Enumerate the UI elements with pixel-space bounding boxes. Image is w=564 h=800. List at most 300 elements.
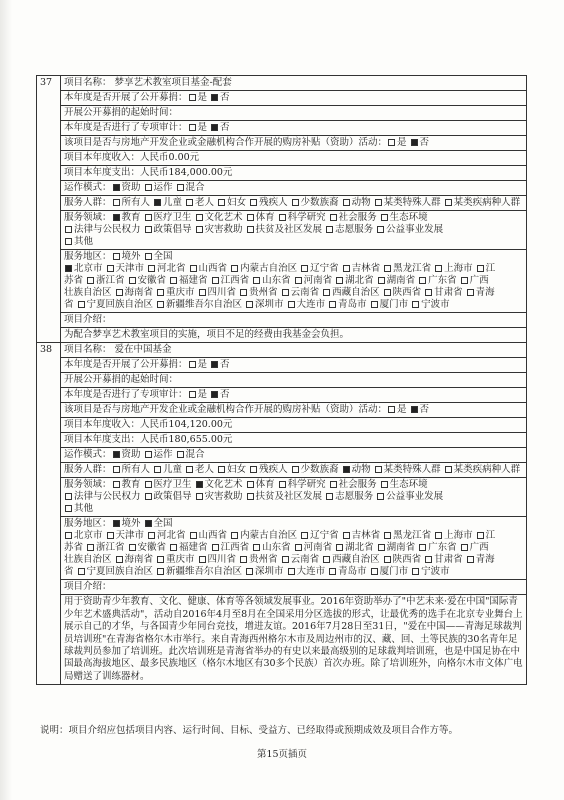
checkbox-icon (323, 289, 330, 296)
checkbox-icon (247, 226, 254, 233)
checkbox-icon (388, 139, 395, 146)
checkbox-icon (190, 532, 197, 539)
table-cell: 该项目是否与房地产开发企业或金融机构合作开展的购房补贴（资助）活动： 是 否 (61, 136, 527, 151)
option-item: 内蒙古自治区 (230, 263, 297, 274)
checkbox-icon (445, 466, 452, 473)
option-item: 深圳市 (245, 299, 284, 310)
checkbox-icon (461, 544, 468, 551)
option-item: 福建省 (169, 275, 208, 286)
checkbox-icon (329, 568, 336, 575)
option-item: 运作 (144, 182, 173, 193)
option-item: 儿童 (153, 197, 182, 208)
option-item: 四川省 (198, 554, 237, 565)
checkbox-icon (177, 184, 184, 191)
option-item: 混合 (176, 182, 205, 193)
option-item: 法律与公民权力 (64, 224, 141, 235)
option-item: 山东省 (252, 275, 291, 286)
checkbox-icon (295, 277, 302, 284)
checkbox-icon (157, 568, 164, 575)
checkbox-icon (157, 289, 164, 296)
option-item: 辽宁省 (300, 263, 339, 274)
option-item: 境外 (112, 518, 141, 529)
checkbox-icon (145, 493, 152, 500)
option-item: 吉林省 (342, 263, 381, 274)
table-row (37, 463, 527, 478)
checkbox-icon (231, 265, 238, 272)
option-item: 江西省 (211, 542, 250, 553)
checkbox-icon (65, 238, 72, 245)
table-cell (61, 328, 527, 343)
table-cell: 本年度是否进行了专项审计： 是 否 (61, 388, 527, 403)
checkbox-icon (107, 265, 114, 272)
option-item: 安徽省 (128, 542, 167, 553)
option-item: 湖南省 (377, 542, 416, 553)
expense-value: 人民币184,000.00元 (140, 167, 233, 178)
table-row (37, 343, 527, 358)
checkbox-icon (384, 265, 391, 272)
option-item: 甘肃省 (424, 554, 463, 565)
option-item: 少数族裔 (291, 464, 339, 475)
option-item: 厦门市 (370, 299, 409, 310)
option-item: 壮族自治区 (64, 287, 112, 298)
checkbox-icon (145, 214, 152, 221)
table-cell: 项目本年度支出：人民币184,000.00元 (61, 166, 527, 181)
checkbox-icon (477, 265, 484, 272)
table-row (37, 181, 527, 196)
checkbox-icon (336, 544, 343, 551)
option-item: 深圳市 (245, 566, 284, 577)
option-item: 河北省 (147, 263, 186, 274)
table-row (37, 166, 527, 181)
option-item: 天津市 (106, 263, 145, 274)
table-row (37, 136, 527, 151)
option-item: 资助 (112, 182, 141, 193)
checkbox-icon (329, 301, 336, 308)
checkbox-icon (384, 556, 391, 563)
option-item: 科学研究 (278, 479, 326, 490)
option-item: 广东省 (418, 542, 457, 553)
footnote: 说明：项目介绍应包括项目内容、运行时间、目标、受益方、已经取得或预期成效及项目合作方等。 (40, 725, 459, 736)
checkbox-icon (326, 226, 333, 233)
option-item: 浙江省 (86, 542, 125, 553)
option-item: 医疗卫生 (144, 479, 192, 490)
checkbox-icon (323, 556, 330, 563)
option-item: 全国 (144, 518, 173, 529)
checkbox-icon (279, 214, 286, 221)
checkbox-icon (113, 199, 120, 206)
option-item: 法律与公民权力 (64, 491, 141, 502)
table-row (37, 373, 527, 388)
option-item: 大连市 (287, 299, 326, 310)
table-row (37, 250, 527, 313)
option-item: 海南省 (115, 554, 154, 565)
checkbox-icon (113, 451, 120, 458)
option-item: 医疗卫生 (144, 212, 192, 223)
table-cell: 本年度是否开展了公开募捐： 是 否 (61, 91, 527, 106)
option-item: 体育 (246, 212, 275, 223)
table-row (37, 433, 527, 448)
project-number: 37 (37, 76, 61, 343)
option-item: 青岛市 (328, 566, 367, 577)
scan-edge (0, 0, 12, 800)
checkbox-icon (411, 406, 418, 413)
checkbox-icon (107, 532, 114, 539)
option-item: 公益事业发展 (376, 224, 443, 235)
option-item: 北京市 (64, 263, 103, 274)
checkbox-icon (157, 556, 164, 563)
option-item: 妇女 (217, 197, 246, 208)
checkbox-icon (477, 532, 484, 539)
checkbox-icon (154, 466, 161, 473)
option-item: 宁波市 (411, 299, 450, 310)
table-cell: 服务地区： 境外 全国 北京市 天津市 河北省 山西省 内蒙古自治区 辽宁省 吉林省 黑龙江省 上海市 江 苏省 浙江省 安徽省 福建省 江西省 山东省 河南省 湖北省 湖南省 广东省 广西 壮族自治区 海南省 重庆市 四川省 贵州省 云南省 西藏自治区 陕西省 甘肃省 青海 省 宁夏回族自治区 新疆维吾尔自治区 深圳市 大连市 青岛市 厦门市 宁波市 (61, 517, 527, 580)
checkbox-icon (211, 361, 218, 368)
checkbox-icon (419, 277, 426, 284)
checkbox-icon (435, 265, 442, 272)
option-item: 某类特殊人群 (374, 197, 441, 208)
checkbox-icon (378, 277, 385, 284)
option-item: 全国 (144, 251, 173, 262)
checkbox-icon (282, 289, 289, 296)
checkbox-icon (301, 265, 308, 272)
checkbox-icon (145, 226, 152, 233)
checkbox-icon (129, 544, 136, 551)
option-item: 贵州省 (239, 554, 278, 565)
checkbox-icon (65, 226, 72, 233)
option-item: 湖北省 (335, 542, 374, 553)
expense-value: 人民币180,655.00元 (140, 434, 233, 446)
checkbox-icon (343, 199, 350, 206)
option-item: 老人 (185, 464, 214, 475)
checkbox-icon (113, 214, 120, 221)
table-cell: 项目名称： 爱在中国基金 (61, 343, 527, 358)
checkbox-icon (199, 556, 206, 563)
checkbox-icon (145, 481, 152, 488)
checkbox-icon (65, 532, 72, 539)
checkbox-icon (145, 520, 152, 527)
checkbox-icon (377, 493, 384, 500)
checkbox-icon (186, 199, 193, 206)
checkbox-icon (65, 493, 72, 500)
table-row (37, 517, 527, 580)
checkbox-icon (145, 451, 152, 458)
option-item: 某类特殊人群 (374, 464, 441, 475)
option-item: 江 (476, 530, 496, 541)
table-cell: 开展公开募捐的起始时间： (61, 373, 527, 388)
page-number: 第15页插页 (256, 749, 308, 760)
table-cell: 服务地区： 境外 全国 北京市 天津市 河北省 山西省 内蒙古自治区 辽宁省 吉林省 黑龙江省 上海市 江 苏省 浙江省 安徽省 福建省 江西省 山东省 河南省 湖北省 湖南省 广东省 广西 壮族自治区 海南省 重庆市 四川省 贵州省 云南省 西藏自治区 陕西省 甘肃省 青海 省 宁夏回族自治区 新疆维吾尔自治区 深圳市 大连市 青岛市 厦门市 宁波市 (61, 250, 527, 313)
checkbox-icon (425, 556, 432, 563)
option-item: 湖南省 (377, 275, 416, 286)
option-item: 动物 (342, 197, 371, 208)
option-item: 残疾人 (249, 464, 288, 475)
option-item: 浙江省 (86, 275, 125, 286)
table-row (37, 76, 527, 91)
option-item: 甘肃省 (424, 287, 463, 298)
income-value: 人民币0.00元 (140, 152, 200, 163)
option-item: 志愿服务 (325, 491, 373, 502)
option-item: 山西省 (189, 263, 228, 274)
checkbox-icon (199, 289, 206, 296)
option-item: 壮族自治区 (64, 554, 112, 566)
option-item: 动物 (342, 464, 371, 475)
checkbox-icon (157, 301, 164, 308)
table-cell: 服务领域： 教育 医疗卫生 文化艺术 体育 科学研究 社会服务 生态环境 法律与公民权力 政策倡导 灾害救助 扶贫及社区发展 志愿服务 公益事业发展 其他 (61, 211, 527, 250)
table-row (37, 418, 527, 433)
option-item: 安徽省 (128, 275, 167, 286)
table-row (37, 328, 527, 343)
project-intro: 为配合梦享艺术教室项目的实施，项目不足的经费由我基金会负担。 (64, 329, 350, 340)
checkbox-icon (154, 199, 161, 206)
option-item: 扶贫及社区发展 (246, 224, 323, 235)
checkbox-icon (371, 301, 378, 308)
checkbox-icon (412, 301, 419, 308)
option-item: 残疾人 (249, 197, 288, 208)
option-item: 青海 (466, 287, 495, 298)
option-item: 省 (64, 299, 74, 310)
checkbox-icon (129, 277, 136, 284)
table-cell: 项目本年度收入：人民币104,120.00元 (61, 418, 527, 433)
option-item: 扶贫及社区发展 (246, 491, 323, 502)
checkbox-icon (113, 184, 120, 191)
checkbox-icon (330, 214, 337, 221)
income-value: 人民币104,120.00元 (140, 419, 233, 431)
checkbox-icon (371, 568, 378, 575)
table-cell: 该项目是否与房地产开发企业或金融机构合作开展的购房补贴（资助）活动： 是 否 (61, 403, 527, 418)
checkbox-icon (253, 277, 260, 284)
table-row (37, 211, 527, 250)
checkbox-icon (467, 556, 474, 563)
table-row (37, 121, 527, 136)
option-item: 河南省 (294, 275, 333, 286)
option-item: 宁夏回族自治区 (77, 566, 154, 577)
checkbox-icon (78, 301, 85, 308)
checkbox-icon (378, 544, 385, 551)
table-cell (61, 595, 527, 685)
checkbox-icon (218, 466, 225, 473)
checkbox-icon (336, 277, 343, 284)
checkbox-icon (196, 226, 203, 233)
table-row (37, 358, 527, 373)
option-item: 上海市 (434, 263, 473, 274)
option-item: 四川省 (198, 287, 237, 298)
project-number: 38 (37, 343, 61, 685)
option-item: 宁波市 (411, 566, 450, 577)
checkbox-icon (301, 532, 308, 539)
table-row (37, 313, 527, 328)
table-cell: 开展公开募捐的起始时间： (61, 106, 527, 121)
checkbox-icon (330, 481, 337, 488)
option-item: 资助 (112, 449, 141, 460)
checkbox-icon (343, 265, 350, 272)
option-item: 山东省 (252, 542, 291, 553)
option-item: 教育 (112, 479, 141, 490)
checkbox-icon (148, 265, 155, 272)
table-row (37, 403, 527, 418)
table-row (37, 106, 527, 121)
option-item: 文化艺术 (195, 212, 243, 223)
checkbox-icon (190, 265, 197, 272)
checkbox-icon (445, 199, 452, 206)
checkbox-icon (384, 532, 391, 539)
checkbox-icon (461, 277, 468, 284)
checkbox-icon (212, 277, 219, 284)
checkbox-icon (113, 481, 120, 488)
checkbox-icon (212, 544, 219, 551)
checkbox-icon (384, 289, 391, 296)
option-item: 政策倡导 (144, 491, 192, 502)
checkbox-icon (218, 199, 225, 206)
checkbox-icon (246, 568, 253, 575)
checkbox-icon (282, 556, 289, 563)
checkbox-icon (288, 568, 295, 575)
table-row (37, 448, 527, 463)
table-cell: 本年度是否进行了专项审计： 是 否 (61, 121, 527, 136)
checkbox-icon (177, 451, 184, 458)
option-item: 灾害救助 (195, 491, 243, 502)
checkbox-icon (381, 214, 388, 221)
table-cell: 项目本年度支出：人民币180,655.00元 (61, 433, 527, 448)
checkbox-icon (78, 568, 85, 575)
option-item: 公益事业发展 (376, 491, 443, 502)
checkbox-icon (65, 505, 72, 512)
table-row (37, 91, 527, 106)
checkbox-icon (292, 466, 299, 473)
option-item: 所有人 (112, 197, 151, 208)
option-item: 其他 (64, 503, 93, 514)
option-item: 所有人 (112, 464, 151, 475)
option-item: 云南省 (281, 554, 320, 565)
table-row (37, 595, 527, 685)
checkbox-icon (246, 301, 253, 308)
checkbox-icon (196, 214, 203, 221)
option-item: 广东省 (418, 275, 457, 286)
checkbox-icon (425, 289, 432, 296)
table-cell: 项目本年度收入：人民币0.00元 (61, 151, 527, 166)
checkbox-icon (377, 226, 384, 233)
option-item: 大连市 (287, 566, 326, 577)
checkbox-icon (388, 406, 395, 413)
option-item: 教育 (112, 212, 141, 223)
checkbox-icon (116, 556, 123, 563)
checkbox-icon (375, 199, 382, 206)
option-item: 青岛市 (328, 299, 367, 310)
option-item: 陕西省 (383, 554, 422, 565)
table-cell: 本年度是否开展了公开募捐： 是 否 (61, 358, 527, 373)
option-item: 志愿服务 (325, 224, 373, 235)
option-item: 山西省 (189, 530, 228, 541)
option-item: 江西省 (211, 275, 250, 286)
project-name: 梦享艺术教室项目基金-配套 (114, 77, 232, 88)
project-name: 爱在中国基金 (114, 344, 172, 356)
option-item: 体育 (246, 479, 275, 490)
checkbox-icon (412, 568, 419, 575)
checkbox-icon (375, 466, 382, 473)
option-item: 妇女 (217, 464, 246, 475)
option-item: 其他 (64, 236, 93, 247)
option-item: 重庆市 (156, 287, 195, 298)
checkbox-icon (113, 253, 120, 260)
option-item: 老人 (185, 197, 214, 208)
option-item: 陕西省 (383, 287, 422, 298)
option-item: 天津市 (106, 530, 145, 541)
checkbox-icon (196, 493, 203, 500)
checkbox-icon (381, 481, 388, 488)
option-item: 西藏自治区 (322, 287, 380, 298)
option-item: 北京市 (64, 530, 103, 541)
option-item: 苏省 (64, 275, 84, 286)
option-item: 宁夏回族自治区 (77, 299, 154, 310)
table-cell: 服务人群： 所有人 儿童 老人 妇女 残疾人 少数族裔 动物 某类特殊人群 某类疾病种人群 (61, 196, 527, 211)
option-item: 境外 (112, 251, 141, 262)
option-item: 生态环境 (380, 212, 428, 223)
checkbox-icon (326, 493, 333, 500)
option-item: 新疆维吾尔自治区 (156, 566, 242, 577)
checkbox-icon (113, 520, 120, 527)
option-item: 广西 (460, 542, 489, 553)
option-item: 省 (64, 566, 74, 578)
option-item: 西藏自治区 (322, 554, 380, 565)
option-item: 少数族裔 (291, 197, 339, 208)
checkbox-icon (240, 289, 247, 296)
checkbox-icon (292, 199, 299, 206)
checkbox-icon (247, 214, 254, 221)
table-cell: 运作模式： 资助 运作 混合 (61, 181, 527, 196)
checkbox-icon (189, 94, 196, 101)
checkbox-icon (231, 532, 238, 539)
option-item: 广西 (460, 275, 489, 286)
checkbox-icon (87, 277, 94, 284)
option-item: 上海市 (434, 530, 473, 541)
table-cell: 服务人群： 所有人 儿童 老人 妇女 残疾人 少数族裔 动物 某类特殊人群 某类疾病种人群 (61, 463, 527, 478)
table-cell: 服务领域： 教育 医疗卫生 文化艺术 体育 科学研究 社会服务 生态环境 法律与公民权力 政策倡导 灾害救助 扶贫及社区发展 志愿服务 公益事业发展 其他 (61, 478, 527, 517)
checkbox-icon (186, 466, 193, 473)
checkbox-icon (211, 391, 218, 398)
checkbox-icon (247, 481, 254, 488)
table-cell: 运作模式： 资助 运作 混合 (61, 448, 527, 463)
option-item: 湖北省 (335, 275, 374, 286)
checkbox-icon (295, 544, 302, 551)
checkbox-icon (145, 253, 152, 260)
checkbox-icon (65, 265, 72, 272)
checkbox-icon (467, 289, 474, 296)
checkbox-icon (189, 124, 196, 131)
table-row (37, 151, 527, 166)
table-row (37, 478, 527, 517)
option-item: 厦门市 (370, 566, 409, 577)
checkbox-icon (419, 544, 426, 551)
checkbox-icon (250, 466, 257, 473)
option-item: 辽宁省 (300, 530, 339, 541)
table-row (37, 388, 527, 403)
option-item: 混合 (176, 449, 205, 460)
table-cell: 项目介绍： (61, 313, 527, 328)
project-intro: 用于资助青少年教育、文化、健康、体育等各领域发展事业。2016年资助举办了"中艺未来·爱在中国"国际青少年艺术盛典活动"，活动自2016年4月至8月在全国采用分区选拔的形式，让最优秀的选手在北京专业舞台上展示自己的才华，与各国青少年同台竞技，增进友谊。2016年7月28日至31日，"爱在中国——青海足球裁判员培训班"在青海省格尔木市举行。来自青海西州格尔木市及周边州市的汉、藏、回、土等民族的30名青年足球裁判员参加了培训班。此次培训班是青海省举办的有史以来最高级别的足球裁判培训班，也是中国足协在中国最高海拔地区、最多民族地区（格尔木地区有30多个民族）首次办班。除了培训班外，向格尔木市文体广电局赠送了训练器材。 (64, 596, 523, 682)
checkbox-icon (170, 544, 177, 551)
option-item: 黑龙江省 (383, 530, 431, 541)
table-cell: 项目介绍： (61, 580, 527, 595)
checkbox-icon (113, 466, 120, 473)
checkbox-icon (253, 544, 260, 551)
option-item: 灾害救助 (195, 224, 243, 235)
checkbox-icon (288, 301, 295, 308)
option-item: 河南省 (294, 542, 333, 553)
option-item: 社会服务 (329, 212, 377, 223)
checkbox-icon (87, 544, 94, 551)
checkbox-icon (211, 94, 218, 101)
option-item: 青海 (466, 554, 495, 565)
checkbox-icon (116, 289, 123, 296)
